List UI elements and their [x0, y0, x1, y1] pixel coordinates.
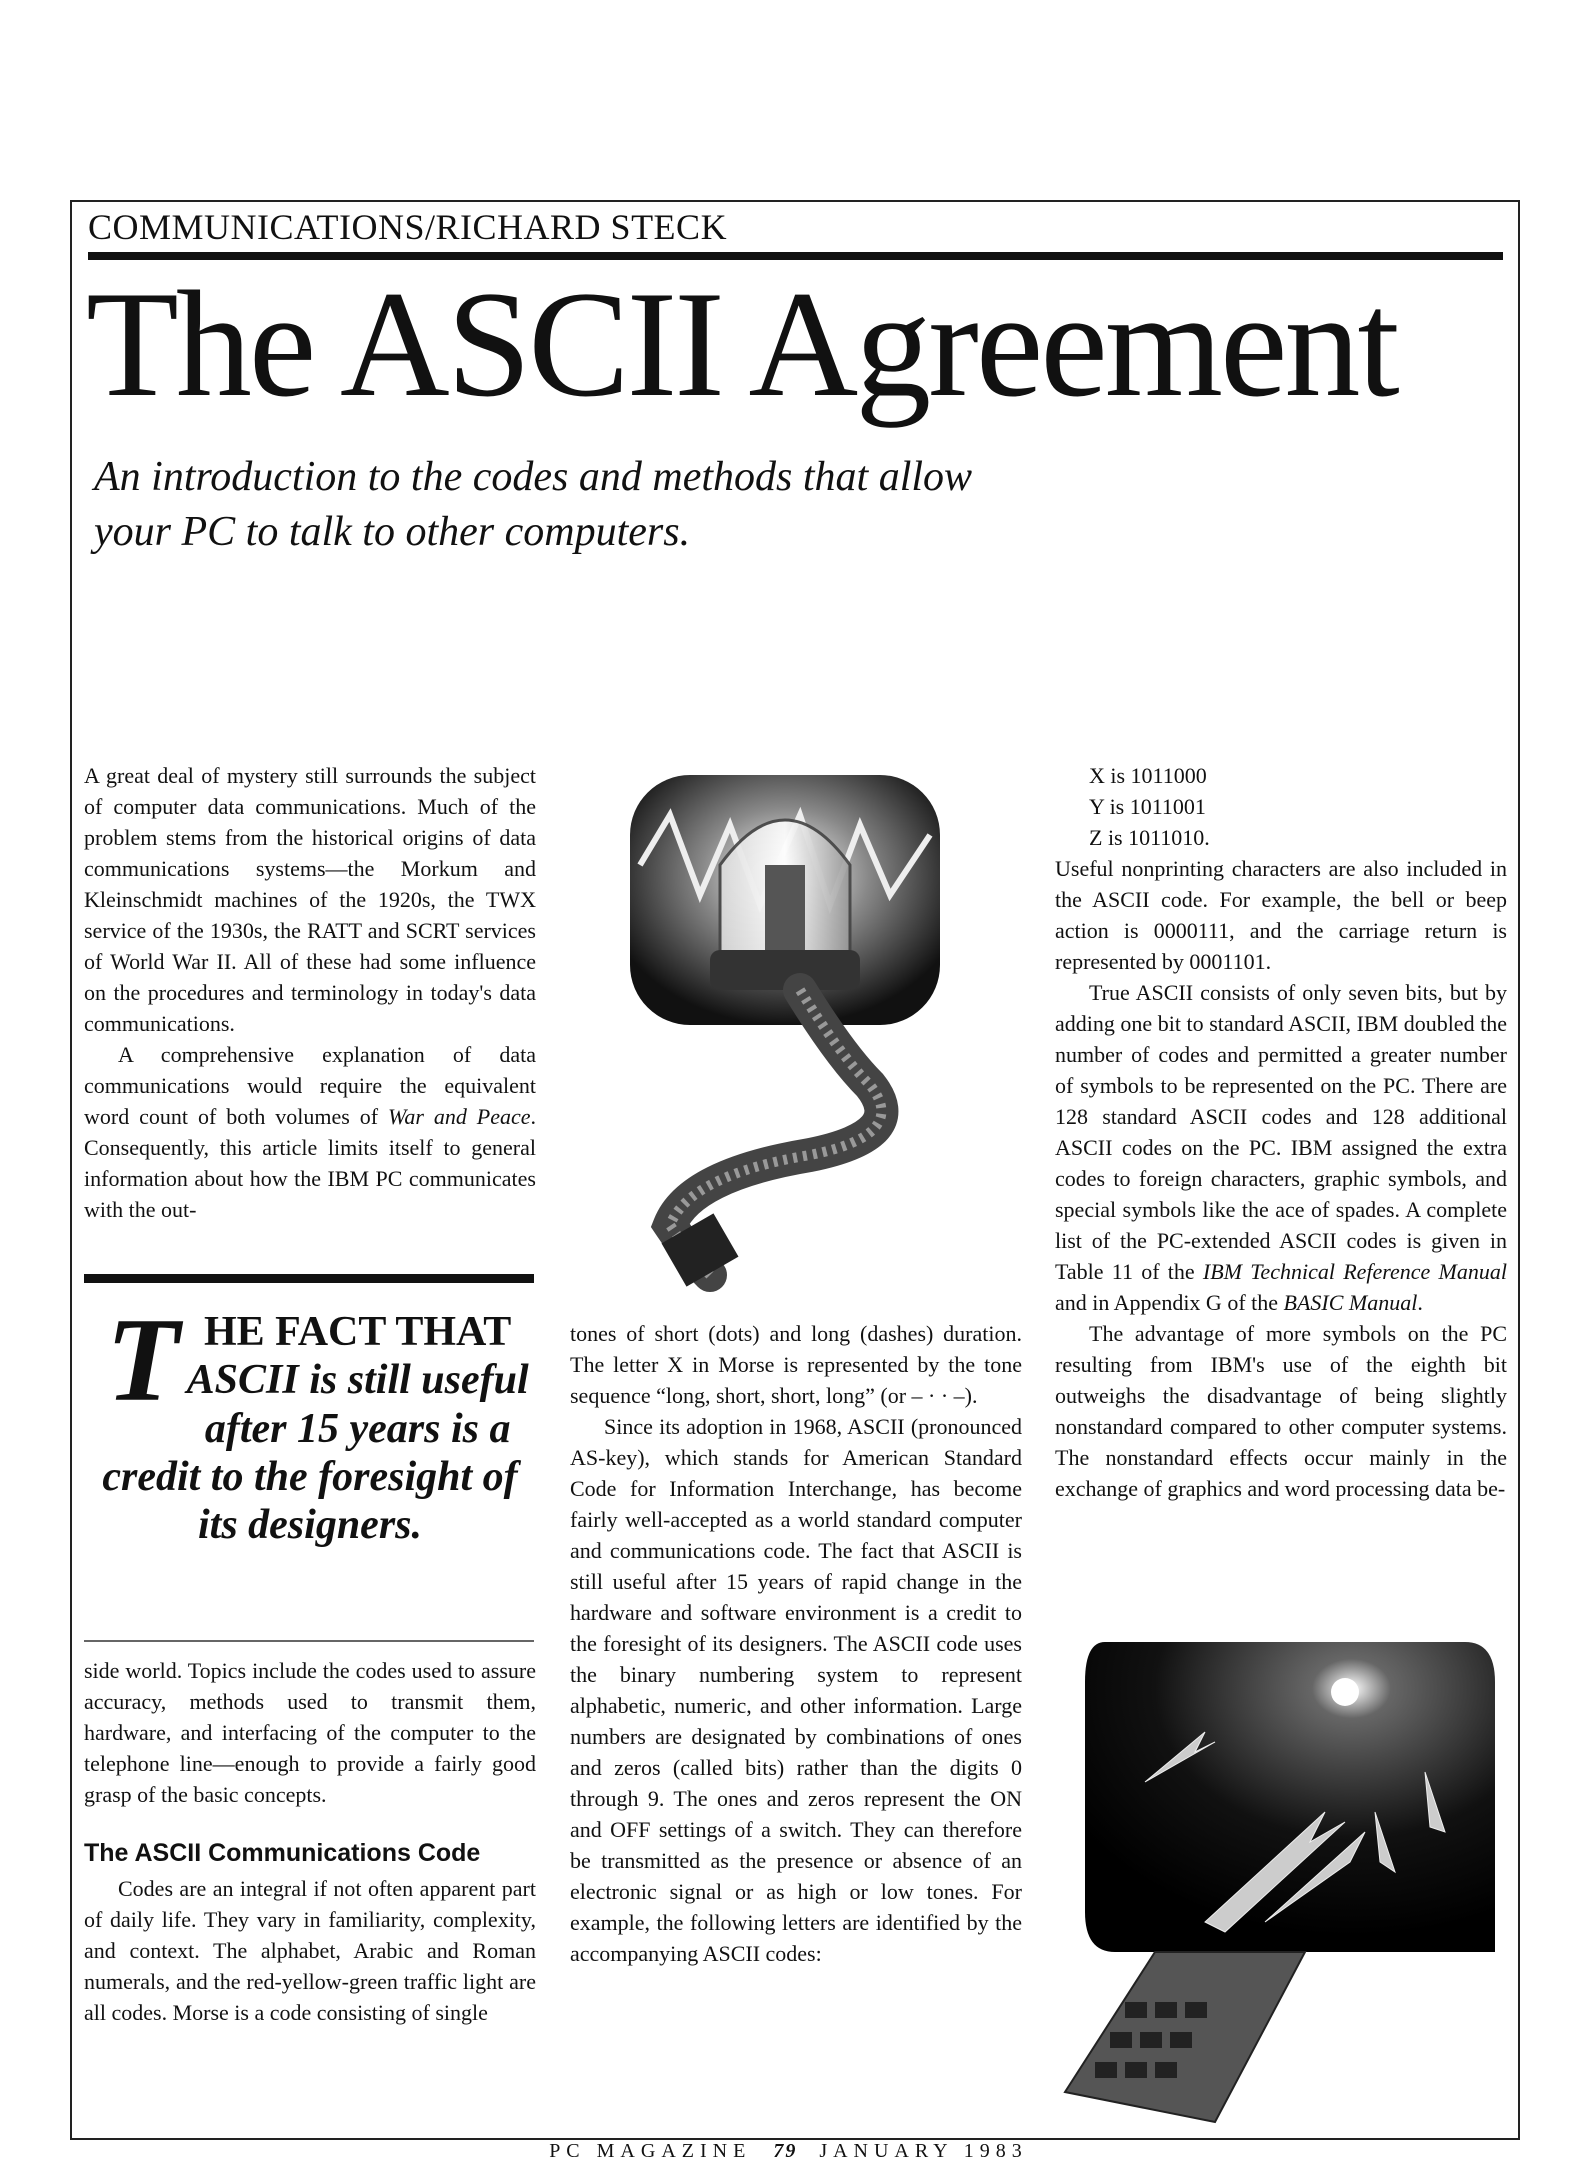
- paragraph: tones of short (dots) and long (dashes) duration. The letter X in Morse is represented by the tone sequence “long, short, short, long” (or – · · –).: [570, 1321, 1022, 1408]
- robot-bell-jar-illustration: [610, 755, 960, 1295]
- paragraph: Useful nonprinting characters are also included in the ASCII code. For example, the bell or beep action is 0000111, and the carriage return is represented by 0001101.: [1055, 856, 1507, 974]
- pull-quote-rule: [84, 1274, 534, 1283]
- paragraph: The advantage of more symbols on the PC resulting from IBM's use of the eighth bit outweighs the disadvantage of being slightly nonstandard compared to other computer systems. The nonstandard effects occur mainly in the exchange of graphics and word processing data be-: [1055, 1321, 1507, 1501]
- pull-quote: [84, 1293, 536, 1549]
- pull-quote-text: ASCII is still useful after 15 years is a credit to the foresight of its designers.: [102, 1357, 529, 1549]
- manual-title: BASIC Manual: [1283, 1290, 1418, 1315]
- column-1: [84, 760, 536, 1225]
- paragraph: Codes are an integral if not often apparent part of daily life. They vary in familiarity, complexity, and context. The alphabet, Arabic and Roman numerals, and the red-yellow-green traffic light are all codes. Morse is a code consisting of single: [84, 1876, 536, 2025]
- paragraph: True ASCII consists of only seven bits, but by adding one bit to standard ASCII, IBM doubled the number of codes and permitted a greater number of symbols to be represented on the PC. There are 128 standard ASCII codes and 128 additional ASCII codes on the PC. IBM assigned the extra codes to foreign characters, graphic symbols, and special symbols like the ace of spades. A complete list of the PC-extended ASCII codes is given in Table 11 of the IBM Technical Reference Manual and in Appendix G of the BASIC Manual.: [1055, 980, 1507, 1315]
- book-title: War and Peace: [388, 1104, 531, 1129]
- code-item: Z is 1011010.: [1089, 825, 1210, 850]
- pull-quote-rule-bottom: [84, 1640, 534, 1642]
- issue-date: JANUARY 1983: [819, 2140, 1028, 2162]
- paragraph: Since its adoption in 1968, ASCII (pronounced AS-key), which stands for American Standard Code for Information Interchange, has become fairly well-accepted as a world standard computer and communications code. The fact that ASCII is still useful after 15 years of rapid change in the hardware and software environment is a credit to the foresight of its designers. The ASCII code uses the binary numbering system to represent alphabetic, numeric, and other information. Large numbers are designated by combinations of ones and zeros (called bits) rather than the digits 0 through 9. The ones and zeros represent the ON and OFF settings of a switch. They can therefore be transmitted as the presence or absence of an electronic signal or as high or low tones. For example, the following letters are identified by the accompanying ASCII codes:: [570, 1414, 1022, 1966]
- column-1-continued: [84, 1655, 536, 2028]
- ascii-code-list: [1055, 760, 1507, 853]
- header-rule: [88, 252, 1503, 260]
- paragraph: A comprehensive explanation of data communications would require the equivalent word count of both volumes of War and Peace. Consequently, this article limits itself to general information about how the IBM PC communicates with the out-: [84, 1042, 537, 1222]
- code-item: X is 1011000: [1089, 763, 1207, 788]
- section-subhead: The ASCII Communications Code: [84, 1839, 481, 1867]
- section-label: COMMUNICATIONS/RICHARD STECK: [88, 207, 728, 247]
- paragraph: A great deal of mystery still surrounds the subject of computer data communications. Much of the problem stems from the historical origins of data communications systems—the Morkum and Kleinschmidt machines of the 1920s, the TWX service of the 1930s, the RATT and SCRT services of World War II. All of these had some influence on the procedures and terminology in today's data communications.: [84, 763, 536, 1036]
- code-item: Y is 1011001: [1089, 794, 1206, 819]
- magazine-name: PC MAGAZINE: [549, 2140, 752, 2162]
- page-number: 79: [773, 2140, 798, 2162]
- column-3: [1055, 760, 1507, 1504]
- drop-cap: T: [106, 1293, 180, 1426]
- manual-title: IBM Technical Reference Manual: [1202, 1259, 1507, 1284]
- pull-quote-lead: HE FACT THAT: [204, 1309, 512, 1355]
- rockets-circuit-board-illustration: [1045, 1622, 1505, 2127]
- column-2: [570, 1318, 1022, 1969]
- headline: The ASCII Agreement: [86, 260, 1397, 428]
- paragraph: side world. Topics include the codes used to assure accuracy, methods used to transmit them, hardware, and interfacing of the computer to the telephone line—enough to provide a fairly good grasp of the basic concepts.: [84, 1658, 536, 1807]
- deck-subtitle: An introduction to the codes and methods that allow your PC to talk to other computers.: [94, 454, 973, 555]
